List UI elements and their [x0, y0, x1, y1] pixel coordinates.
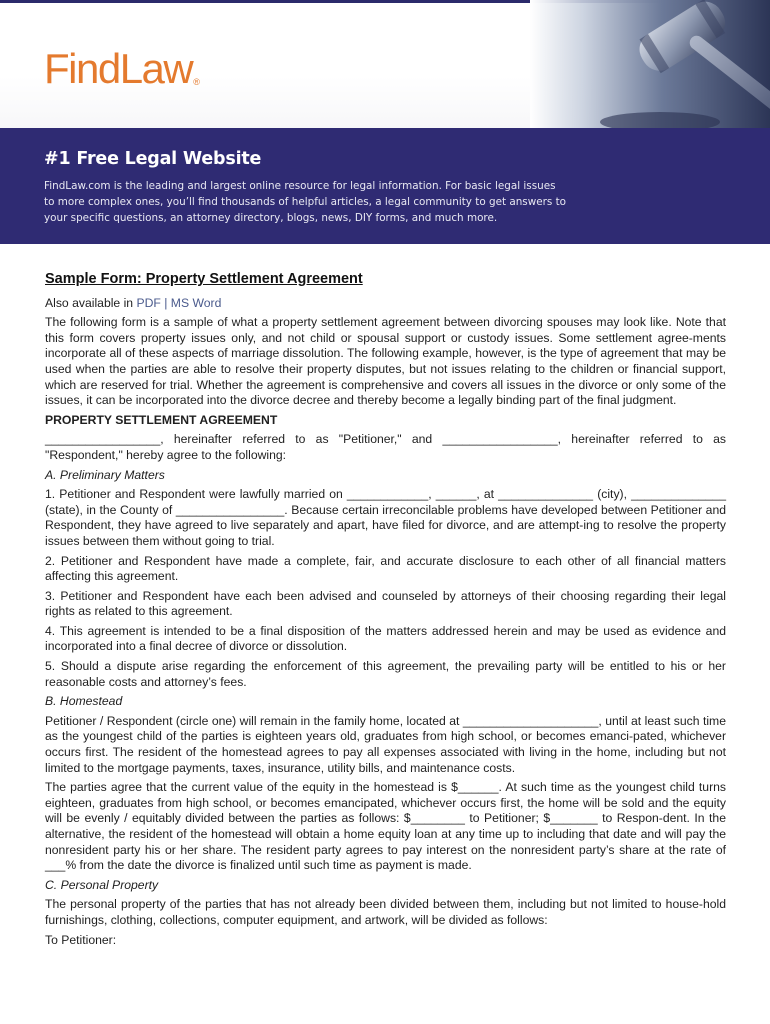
to-petitioner-label: To Petitioner:	[45, 932, 117, 947]
document-body	[45, 272, 726, 952]
parties-paragraph: _________________, hereinafter referred to as "Petitioner," and _________________, hereinafter referred to as "Respondent," hereby agree to the following:	[45, 432, 726, 462]
format-separator: |	[160, 295, 171, 310]
banner-line: FindLaw.com is the leading and largest online resource for legal information. For basic legal issues	[44, 180, 556, 192]
findlaw-logo[interactable]	[44, 45, 200, 92]
banner-title: #1 Free Legal Website	[44, 149, 262, 169]
pdf-link[interactable]: PDF	[136, 295, 161, 310]
homestead-paragraph-1: Petitioner / Respondent (circle one) will remain in the family home, located at ____________________, until at least such time as the youngest child of the parties is eighteen years old, graduates from high school, or becomes emanci-pated, whichever occurs first. The resident of the homestead agrees to pay all expenses associated with living in the home, including but not limited to the mortgage payments, taxes, insurance, utility bills, and maintenance costs.	[45, 713, 726, 775]
banner-line: your specific questions, an attorney directory, blogs, news, DIY forms, and much more.	[44, 212, 498, 224]
registered-mark: ®	[193, 77, 200, 87]
section-heading-preliminary: A. Preliminary Matters	[45, 467, 165, 482]
agreement-heading: PROPERTY SETTLEMENT AGREEMENT	[45, 412, 278, 427]
clause-5: 5. Should a dispute arise regarding the enforcement of this agreement, the prevailing party will be entitled to his or her reasonable costs and attorney’s fees.	[45, 659, 726, 689]
logo-text: FindLaw	[44, 45, 193, 92]
section-heading-personal-property: C. Personal Property	[45, 877, 159, 892]
clause-3: 3. Petitioner and Respondent have each been advised and counseled by attorneys of their choosing regarding their legal rights as related to this agreement.	[45, 588, 726, 619]
header	[0, 0, 770, 128]
clause-4: 4. This agreement is intended to be a final disposition of the matters addressed herein and may be used as evidence and incorporated into a final decree of divorce or dissolution.	[45, 623, 726, 654]
clause-2: 2. Petitioner and Respondent have made a complete, fair, and accurate disclosure to each other of all financial matters affecting this agreement.	[45, 553, 726, 584]
document-title: Sample Form: Property Settlement Agreement	[45, 271, 363, 287]
gavel-icon	[530, 0, 770, 128]
section-heading-homestead: B. Homestead	[45, 694, 123, 709]
banner-description	[44, 178, 567, 226]
alternate-formats	[45, 296, 726, 312]
banner-line: to more complex ones, you’ll find thousands of helpful articles, a legal community to get answers to	[44, 196, 567, 208]
personal-property-paragraph: The personal property of the parties that has not already been divided between them, including but not limited to house-hold furnishings, clothing, collections, computer equipment, and artwork, will be divided as follows:	[45, 897, 726, 927]
intro-paragraph: The following form is a sample of what a property settlement agreement between divorcing spouses may look like. Note that this form covers property issues only, and not child or spousal support or custody issues. Some settlement agree-ments incorporate all of these aspects of marriage dissolution. The following example, however, is the type of agreement that may be used when the parties are able to resolve their property disputes, but not issues relating to the children or financial support, which are reserved for trial. Whether the agreement is comprehensive and covers all issues in the divorce or only some of the issues, it can be incorporated into the divorce decree and thereby become a legally binding part of the final judgment.	[45, 315, 726, 408]
alternate-formats-label: Also available in	[45, 295, 137, 310]
ms-word-link[interactable]: MS Word	[170, 295, 222, 310]
homestead-paragraph-2: The parties agree that the current value of the equity in the homestead is $______. At such time as the youngest child turns eighteen, graduates from high school, or becomes emancipated, whichever occurs first, the home will be sold and the equity will be evenly / equitably divided between the parties as follows: $________ to Petitioner; $_______ to Respon-dent. In the alternative, the resident of the homestead will obtain a home equity loan at any time up to including that date and will pay the nonresident party his or her share. The resident party agrees to pay interest on the nonresident party’s share at the rate of ___% from the date the divorce is finalized until such time as payment is made.	[45, 780, 726, 873]
clause-1: 1. Petitioner and Respondent were lawfully married on ____________, ______, at ______________ (city), ______________ (state), in the County of ________________. Because certain irreconcilable problems have developed between Petitioner and Respondent, they have agreed to live separately and apart, have filed for divorce, and are attempt-ing to resolve the property issues between them without going to trial.	[45, 487, 726, 548]
